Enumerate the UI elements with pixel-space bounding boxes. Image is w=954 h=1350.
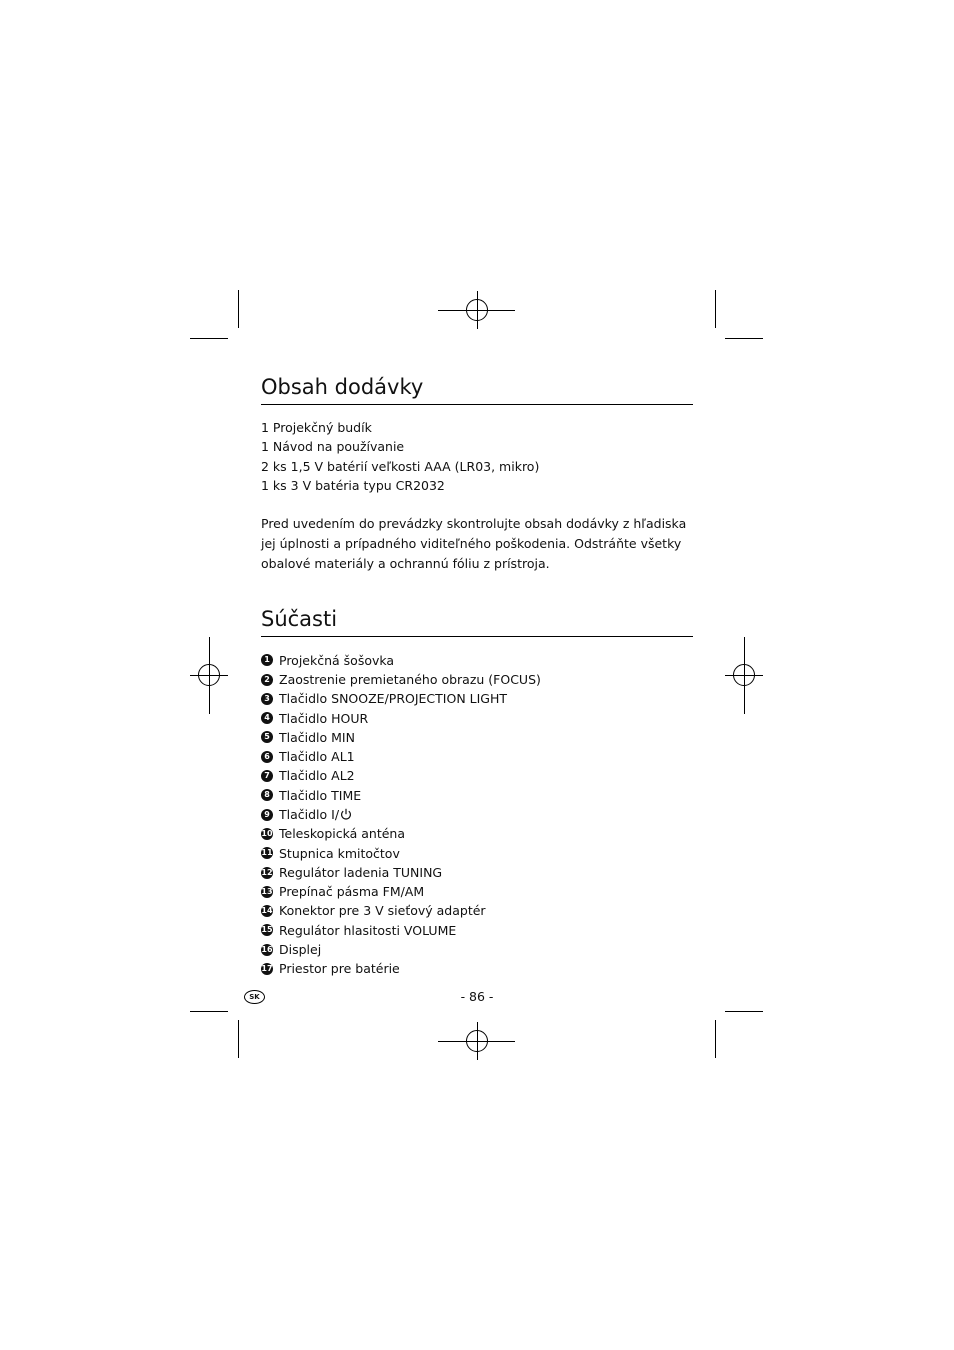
- number-badge: 14: [261, 906, 273, 916]
- part-label: Regulátor ladenia TUNING: [279, 864, 443, 880]
- list-item: [261, 728, 693, 747]
- part-label: Zaostrenie premietaného obrazu (FOCUS): [279, 671, 541, 687]
- list-item: [261, 689, 693, 708]
- page-content: [261, 372, 693, 979]
- registration-mark-bottom: [438, 1022, 515, 1060]
- crop-mark: [725, 338, 763, 339]
- number-badge: 1: [261, 654, 273, 666]
- crop-mark: [238, 290, 239, 328]
- part-label: Tlačidlo TIME: [279, 787, 362, 803]
- number-badge: 2: [261, 674, 273, 686]
- list-item: [261, 940, 693, 959]
- list-item: [261, 901, 693, 920]
- number-badge: 3: [261, 693, 273, 705]
- number-badge: 15: [261, 925, 273, 935]
- crop-mark: [725, 1011, 763, 1012]
- number-badge: 8: [261, 789, 273, 801]
- number-badge: 10: [261, 828, 273, 838]
- list-item: [261, 824, 693, 843]
- number-badge: 13: [261, 886, 273, 896]
- part-label: Teleskopická anténa: [279, 826, 406, 842]
- power-icon: [340, 808, 352, 821]
- list-item: 1 Projekčný budík: [261, 420, 372, 435]
- list-item: [261, 786, 693, 805]
- crop-mark: [190, 338, 228, 339]
- number-badge: 16: [261, 944, 273, 954]
- number-badge: 11: [261, 848, 273, 858]
- list-item: [261, 651, 693, 670]
- part-label: Prepínač pásma FM/AM: [279, 884, 425, 900]
- number-badge: 6: [261, 751, 273, 763]
- part-label: Stupnica kmitočtov: [279, 845, 400, 861]
- contents-note: Pred uvedením do prevádzky skontrolujte obsah dodávky z hľadiska jej úplnosti a prípadného viditeľného poškodenia. Odstráňte všetky obalové materiály a ochrannú fóliu z prístroja.: [261, 515, 687, 571]
- number-badge: 7: [261, 770, 273, 782]
- crop-mark: [715, 290, 716, 328]
- number-badge: 12: [261, 867, 273, 877]
- contents-list: [261, 418, 693, 496]
- part-label: Tlačidlo AL2: [279, 768, 355, 784]
- crop-mark: [190, 1011, 228, 1012]
- list-item: [261, 959, 693, 978]
- number-badge: 5: [261, 731, 273, 743]
- registration-mark-right: [725, 637, 763, 714]
- part-label: Tlačidlo I/: [279, 807, 340, 822]
- list-item: 1 Návod na používanie: [261, 439, 405, 455]
- part-label: Tlačidlo HOUR: [279, 710, 369, 726]
- list-item: [261, 921, 693, 940]
- number-badge: 17: [261, 964, 273, 974]
- part-label: Tlačidlo MIN: [279, 729, 355, 745]
- part-label: Priestor pre batérie: [279, 961, 400, 977]
- page-number: - 86 -: [460, 989, 494, 1004]
- part-label: Tlačidlo SNOOZE/PROJECTION LIGHT: [279, 691, 508, 707]
- part-label: Displej: [279, 942, 322, 958]
- part-label: Regulátor hlasitosti VOLUME: [279, 922, 457, 938]
- number-badge: 4: [261, 712, 273, 724]
- registration-mark-top: [438, 291, 515, 329]
- list-item: [261, 844, 693, 863]
- list-item: [261, 863, 693, 882]
- crop-mark: [715, 1020, 716, 1058]
- list-item: 1 ks 3 V batéria typu CR2032: [261, 478, 445, 494]
- registration-mark-left: [190, 637, 228, 714]
- section-title-parts: Súčasti: [261, 604, 693, 637]
- crop-mark: [238, 1020, 239, 1058]
- part-label: Tlačidlo AL1: [279, 749, 355, 765]
- list-item: [261, 747, 693, 766]
- list-item: [261, 805, 693, 824]
- parts-list: [261, 651, 693, 979]
- number-badge: 9: [261, 809, 273, 821]
- list-item: [261, 882, 693, 901]
- list-item: [261, 670, 693, 689]
- list-item: [261, 709, 693, 728]
- language-badge: SK: [244, 990, 265, 1004]
- part-label: Projekčná šošovka: [279, 652, 395, 668]
- section-title-contents: Obsah dodávky: [261, 372, 693, 405]
- list-item: [261, 766, 693, 785]
- part-label: Konektor pre 3 V sieťový adaptér: [279, 903, 486, 919]
- list-item: 2 ks 1,5 V batérií veľkosti AAA (LR03, mikro): [261, 458, 540, 474]
